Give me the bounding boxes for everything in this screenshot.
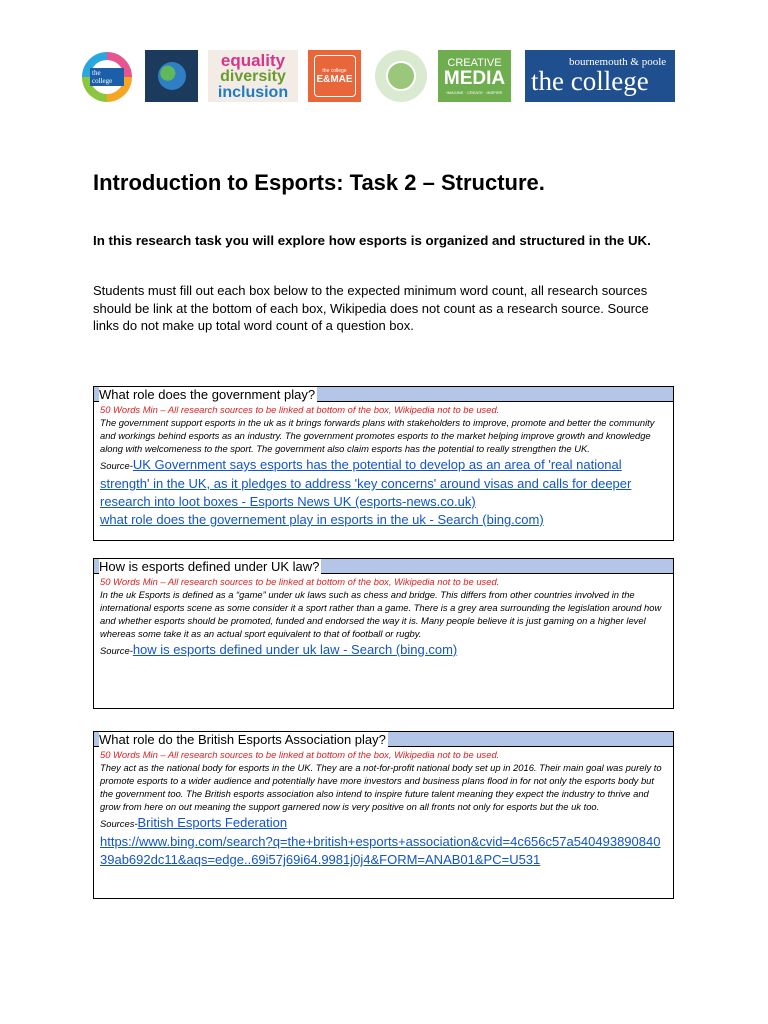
question-heading: How is esports defined under UK law? <box>94 559 673 574</box>
answer-text[interactable]: The government support esports in the uk as it brings forwards plans with stakeholders to improve, promote and better the community and workings behind esports as an industry. The government promotes esports to the market helping improve growth and knowledge along with welcomeness to the sport. The government also claim esports has the potential to really strengthen the UK. <box>100 417 655 454</box>
answer-text[interactable]: They act as the national body for esports in the UK. They are a not-for-profit national body set up in 2016. Their main goal was purely to promote esports to a wider audience and potentially have more investors and business plans flood in for not only the esports body but the government too. The British esports association also intend to inspire future talent meaning they expect the industry to thrive and grow from here on out meaning the support garnered now is very positive on all fronts not only for esports but the uk too. <box>100 762 662 812</box>
word-count-requirement: 50 Words Min – All research sources to be linked at bottom of the box, Wikipedia not to be used. <box>100 576 500 587</box>
equality-diversity-inclusion-logo: equality diversity inclusion <box>208 50 298 102</box>
sustainability-logo <box>375 50 427 102</box>
college-circle-logo-text: the college <box>90 68 124 86</box>
college-circle-logo <box>82 52 132 102</box>
partner-logos <box>80 50 680 104</box>
source-link[interactable]: what role does the governement play in esports in the uk - Search (bing.com) <box>100 512 544 527</box>
question-heading: What role do the British Esports Association play? <box>94 732 673 747</box>
source-link[interactable]: https://www.bing.com/search?q=the+british+esports+association&cvid=4c656c57a54049389084039ab692dc11&aqs=edge..69i57j69i64.9981j0j4&FORM=ANAB01&PC=U531 <box>100 834 661 867</box>
answer-text[interactable]: In the uk Esports is defined as a “game” under uk laws such as chess and bridge. This differs from other countries involved in the international esports scene as some consider it a sport rather than a game. There is a grey area surrounding the legislation around how and whether esports should be promoted, funded and endorsed the way it is. Many people believe it is just gaming on a higher level whereas some take it as an actual sport equivalent to that of football or rugby. <box>100 589 662 639</box>
question-box-government <box>93 386 674 541</box>
bournemouth-poole-college-logo: bournemouth & poole the college <box>525 50 675 102</box>
question-box-british-esports-association <box>93 731 674 899</box>
source-link[interactable]: UK Government says esports has the potential to develop as an area of 'real national strength' in the UK, as it pledges to address 'key concerns' around visas and calls for deeper research into loot boxes - Esports News UK (esports-news.co.uk) <box>100 457 632 509</box>
source-link[interactable]: British Esports Federation <box>137 815 288 830</box>
source-link[interactable]: how is esports defined under uk law - Search (bing.com) <box>132 642 458 657</box>
word-count-requirement: 50 Words Min – All research sources to be linked at bottom of the box, Wikipedia not to be used. <box>100 749 500 760</box>
word-count-requirement: 50 Words Min – All research sources to be linked at bottom of the box, Wikipedia not to be used. <box>100 404 500 415</box>
source-label: Source- <box>100 460 133 471</box>
source-label: Sources- <box>100 818 138 829</box>
globe-logo <box>145 50 198 102</box>
page-title: Introduction to Esports: Task 2 – Structure. <box>93 170 545 195</box>
emae-logo: the college E&MAE <box>308 50 361 102</box>
intro-instructions: Students must fill out each box below to the expected minimum word count, all research sources should be link at the bottom of each box, Wikipedia does not count as a research source. Source links do not make up total word count of a question box. <box>93 283 649 333</box>
intro-summary: In this research task you will explore how esports is organized and structured in the UK. <box>93 233 651 248</box>
question-box-uk-law <box>93 558 674 709</box>
creative-media-logo: CREATIVE MEDIA IMAGINE · CREATE · INSPIRE <box>438 50 511 102</box>
source-label: Source- <box>100 645 133 656</box>
question-heading: What role does the government play? <box>94 387 673 402</box>
